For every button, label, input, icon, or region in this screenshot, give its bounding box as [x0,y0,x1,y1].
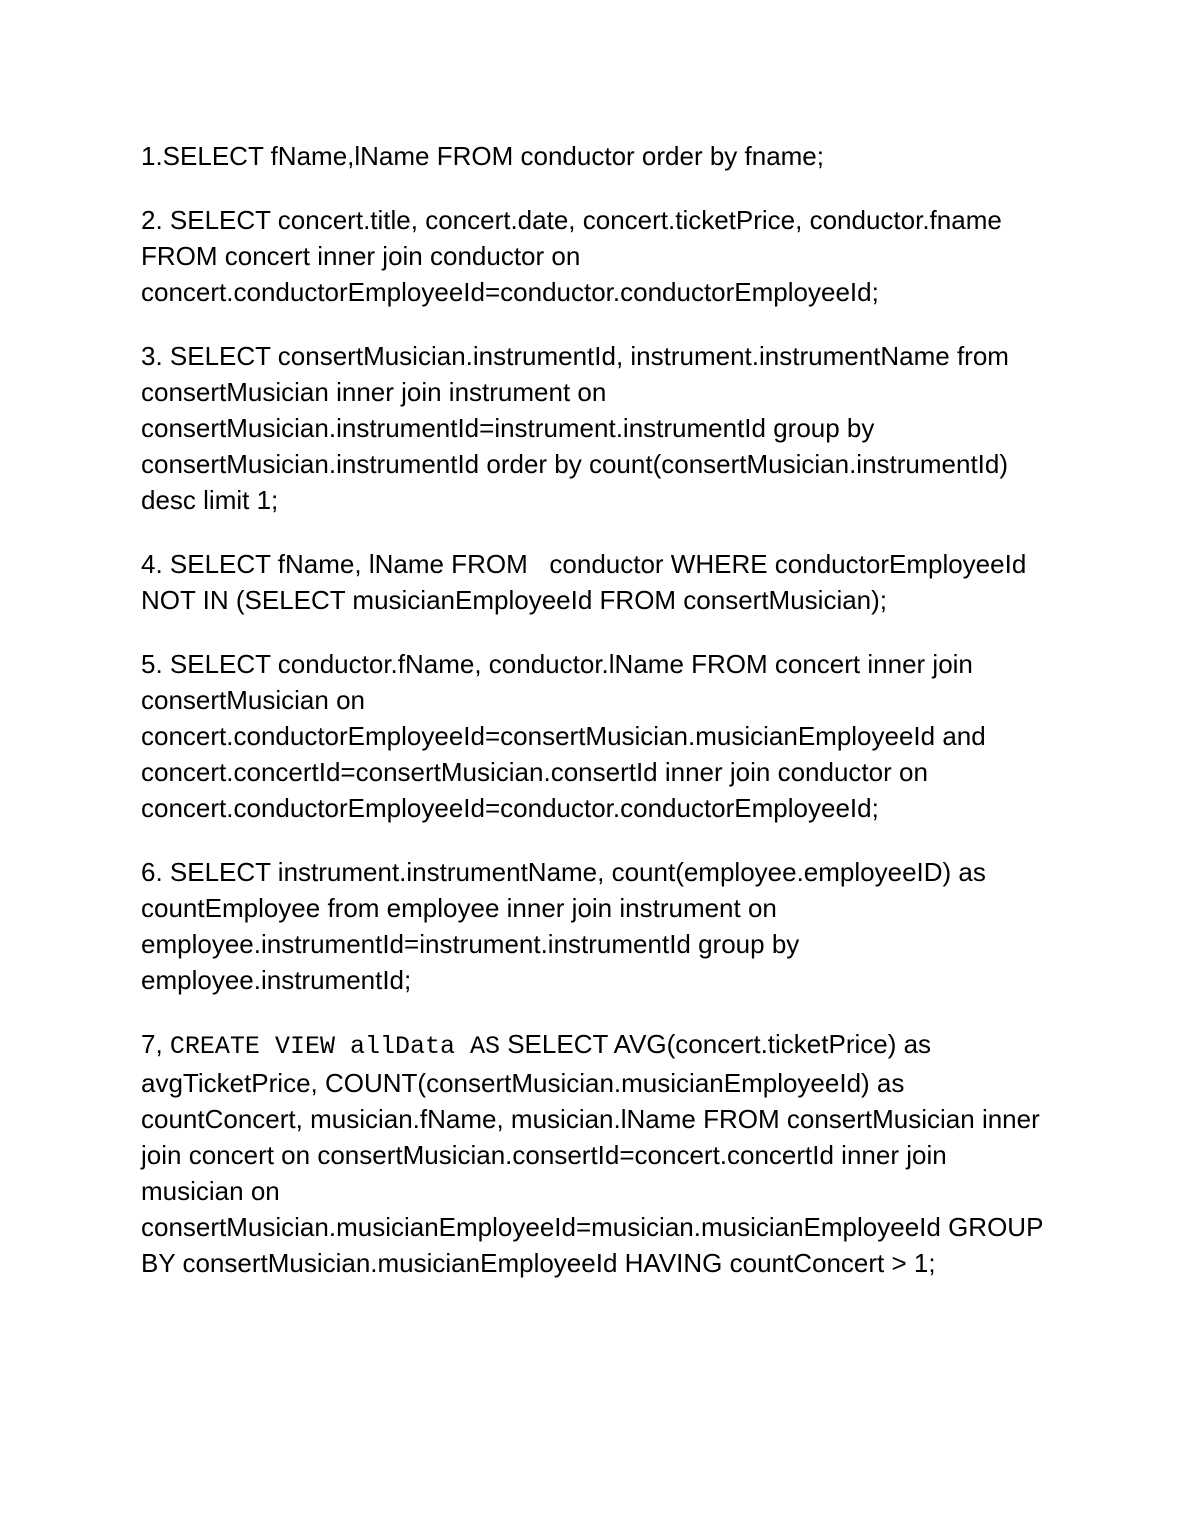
query-4: 4. SELECT fName, lName FROM conductor WHERE conductorEmployeeId NOT IN (SELECT musicianEmployeeId FROM consertMusician); [141,549,1034,615]
query-7-create-view: CREATE VIEW allData AS [169,1032,500,1061]
query-7-rest: SELECT AVG(concert.ticketPrice) as avgTicketPrice, COUNT(consertMusician.musicianEmployeeId) as countConcert, musician.fName, musician.lName FROM consertMusician inner join concert on consertMusician.consertId=concert.concertId inner join musician on consertMusician.musicianEmployeeId=musician.musicianEmployeeId GROUP BY consertMusician.musicianEmployeeId HAVING countConcert > 1; [141,1029,1051,1278]
document-body [141,138,1056,1309]
query-2: 2. SELECT concert.title, concert.date, concert.ticketPrice, conductor.fname FROM concert inner join conductor on concert.conductorEmployeeId=conductor.conductorEmployeeId; [141,205,1010,307]
query-5: 5. SELECT conductor.fName, conductor.lName FROM concert inner join consertMusician on concert.conductorEmployeeId=consertMusician.musicianEmployeeId and concert.concertId=consertMusician.consertId inner join conductor on concert.conductorEmployeeId=conductor.conductorEmployeeId; [141,649,993,823]
query-7 [141,1026,1056,1281]
query-3: 3. SELECT consertMusician.instrumentId, instrument.instrumentName from consertMusician inner join instrument on consertMusician.instrumentId=instrument.instrumentId group by consertMusician.instrumentId order by count(consertMusician.instrumentId) desc limit 1; [141,341,1017,515]
query-1: 1.SELECT fName,lName FROM conductor order by fname; [141,141,824,171]
query-7-prefix: 7, [141,1029,170,1059]
query-6: 6. SELECT instrument.instrumentName, count(employee.employeeID) as countEmployee from employee inner join instrument on employee.instrumentId=instrument.instrumentId group by employee.instrumentId; [141,857,994,995]
